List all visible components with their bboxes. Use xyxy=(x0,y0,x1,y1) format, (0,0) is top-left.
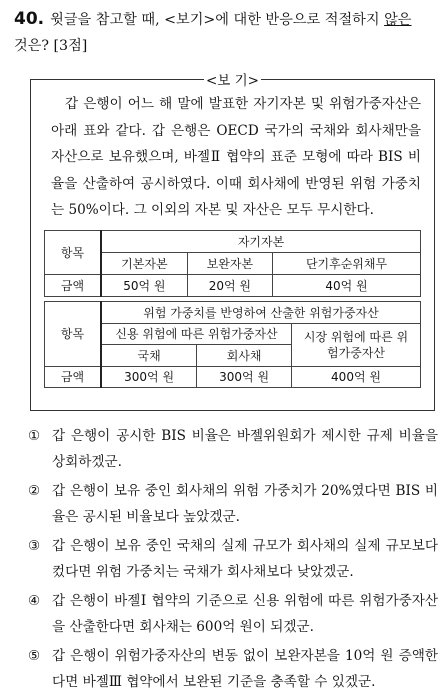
bogi-paragraph: 갑 은행이 어느 해 말에 발표한 자기자본 및 위험가중자산은 아래 표와 같다. 갑 은행은 OECD 국가의 국채와 회사채만을 자산으로 보유했으며, 바젤Ⅱ 협약의 표준 모형에 따라 BIS 비율을 산출하여 공시하였다. 이때 회사채에 반영된 위험 가중치는 50%이다. 그 이외의 자본 및 자산은 모두 무시한다. xyxy=(51,96,421,218)
table-cell: 300억 원 xyxy=(101,366,197,388)
choice-marker: ② xyxy=(28,483,41,499)
column-header: 국채 xyxy=(101,345,197,367)
answer-choice-2[interactable] xyxy=(28,479,438,530)
table-cell: 300억 원 xyxy=(197,366,292,388)
amount-label: 금액 xyxy=(45,275,102,297)
choice-text: 갑 은행이 보유 중인 회사채의 위험 가중치가 20%였다면 BIS 비율은 공시된 비율보다 높았겠군. xyxy=(52,483,438,525)
table-cell: 50억 원 xyxy=(101,275,187,297)
bogi-title: <보 기> xyxy=(206,73,259,89)
choice-marker: ⑤ xyxy=(28,648,41,664)
capital-table xyxy=(44,230,421,297)
table-cell: 400억 원 xyxy=(292,366,421,388)
question-text: 윗글을 참고할 때, <보기>에 대한 반응으로 적절하지 xyxy=(50,12,385,28)
answer-choice-3[interactable] xyxy=(28,534,438,585)
answer-choice-5[interactable] xyxy=(28,644,438,695)
choice-marker: ① xyxy=(28,428,41,444)
market-risk-header: 시장 위험에 따른 위험가중자산 xyxy=(292,323,421,366)
choice-text: 갑 은행이 위험가중자산의 변동 없이 보완자본을 10억 원 증액한다면 바젤Ⅲ 협약에서 보완된 기준을 충족할 수 있겠군. xyxy=(52,648,438,690)
question-number: 40. xyxy=(14,9,45,29)
question-underlined-word: 않은 xyxy=(384,12,412,28)
answer-choice-4[interactable] xyxy=(28,589,438,640)
risk-asset-table xyxy=(44,301,421,388)
choice-marker: ④ xyxy=(28,593,41,609)
credit-risk-header: 신용 위험에 따른 위험가중자산 xyxy=(101,323,292,345)
column-header: 단기후순위채무 xyxy=(273,253,421,275)
question-text-tail: 것은? [3점] xyxy=(14,38,88,54)
table-cell: 20억 원 xyxy=(187,275,272,297)
question-header xyxy=(14,6,439,59)
choice-text: 갑 은행이 공시한 BIS 비율은 바젤위원회가 제시한 규제 비율을 상회하겠군. xyxy=(52,428,438,470)
group-header: 위험 가중치를 반영하여 산출한 위험가중자산 xyxy=(101,302,421,324)
amount-label: 금액 xyxy=(45,366,102,388)
table-cell: 40억 원 xyxy=(273,275,421,297)
row-header: 항목 xyxy=(45,231,102,275)
choice-text: 갑 은행이 바젤Ⅰ 협약의 기준으로 신용 위험에 따른 위험가중자산을 산출한다면 회사채는 600억 원이 되겠군. xyxy=(52,593,438,635)
group-header: 자기자본 xyxy=(101,231,421,253)
choice-text: 갑 은행이 보유 중인 국채의 실제 규모가 회사채의 실제 규모보다 컸다면 위험 가중치는 국채가 회사채보다 낮았겠군. xyxy=(52,538,438,580)
column-header: 회사채 xyxy=(197,345,292,367)
column-header: 기본자본 xyxy=(101,253,187,275)
choice-marker: ③ xyxy=(28,538,41,554)
row-header: 항목 xyxy=(45,302,102,367)
answer-choices xyxy=(28,424,438,699)
bogi-box xyxy=(30,73,435,411)
answer-choice-1[interactable] xyxy=(28,424,438,475)
column-header: 보완자본 xyxy=(187,253,272,275)
